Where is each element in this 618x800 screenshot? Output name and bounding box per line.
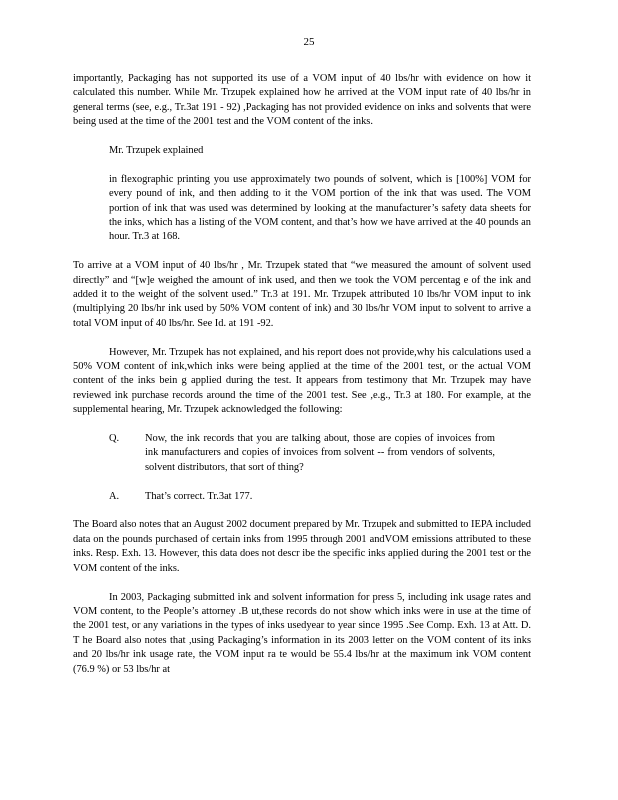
paragraph-3: To arrive at a VOM input of 40 lbs/hr , Mr. Trzupek stated that “we measured the amount of solvent used directly” and “[w]e weighed the amount of ink used, and then we took the VOM percentag e of the ink and added it to the weight of the solvent used.” Tr.3 at 191. Mr. Trzupek attributed 10 lbs/hr VOM input to ink (multiplying 20 lbs/hr ink used by 50% VOM content of ink) and 30 lbs/hr VOM input to solvent to arrive a total VOM input of 40 lbs/hr. See Id. at 191 -92. <box>73 260 531 329</box>
testimony-answer <box>109 490 531 504</box>
question-label: Q. <box>109 433 120 445</box>
page-number: 25 <box>303 36 315 48</box>
paragraph-2: Mr. Trzupek explained <box>109 145 204 157</box>
answer-label: A. <box>109 490 120 502</box>
question-text: Now, the ink records that you are talking about, those are copies of invoices from ink manufacturers and copies of invoices from solvent -- from vendors of solvents, solvent distributors, that sort of thing? <box>145 433 495 473</box>
testimony-question <box>109 432 531 475</box>
document-body <box>73 72 531 691</box>
answer-text: That’s correct. Tr.3at 177. <box>145 490 253 502</box>
paragraph-6: In 2003, Packaging submitted ink and solvent information for press 5, including ink usage rates and VOM content, to the People’s attorney .B ut,these records do not show which inks were in use at the time of the 2001 test, or any variations in the types of inks usedyear to year since 1995 .See Comp. Exh. 13 at Att. D. T he Board also notes that ,using Packaging’s information in its 2003 letter on the VOM content of its inks and 20 lbs/hr ink usage rate, the VOM input ra te would be 55.4 lbs/hr at the maximum ink VOM content (76.9 %) or 53 lbs/hr at <box>73 591 531 675</box>
block-quote-1: in flexographic printing you use approximately two pounds of solvent, which is [100%] VOM for every pound of ink, and then adding to it the VOM portion of the ink that was used. The VOM portion of ink that was used was determined by looking at the manufacturer’s safety data sheets for the inks, which has a listing of the VOM content, and that’s how we have arrived at the 40 pounds an hour. Tr.3 at 168. <box>109 173 531 243</box>
paragraph-1: importantly, Packaging has not supported its use of a VOM input of 40 lbs/hr with evidence on how it calculated this number. While Mr. Trzupek explained how he arrived at the VOM input rate of 40 lbs/hr in general terms (see, e.g., Tr.3at 191 - 92) ,Packaging has not provided evidence on inks and solvents that were being used at the time of the 2001 test and the VOM content of the inks. <box>73 73 531 128</box>
paragraph-5: The Board also notes that an August 2002 document prepared by Mr. Trzupek and submitted to IEPA included data on the pounds purchased of certain inks from 1995 through 2001 andVOM emissions attributed to these inks. Resp. Exh. 13. However, this data does not descr ibe the specific inks applied during the 2001 test or the VOM content of the inks. <box>73 519 531 574</box>
paragraph-4: However, Mr. Trzupek has not explained, and his report does not provide,why his calculations used a 50% VOM content of ink,which inks were being applied at the time of the 2001 test, or the actual VOM content of the inks bein g applied during the test. It appears from testimony that Mr. Trzupek may have reviewed ink purchase records around the time of the 2001 test. See ,e.g., Tr.3 at 180. For example, at the supplemental hearing, Mr. Trzupek acknowledged the following: <box>73 346 531 416</box>
